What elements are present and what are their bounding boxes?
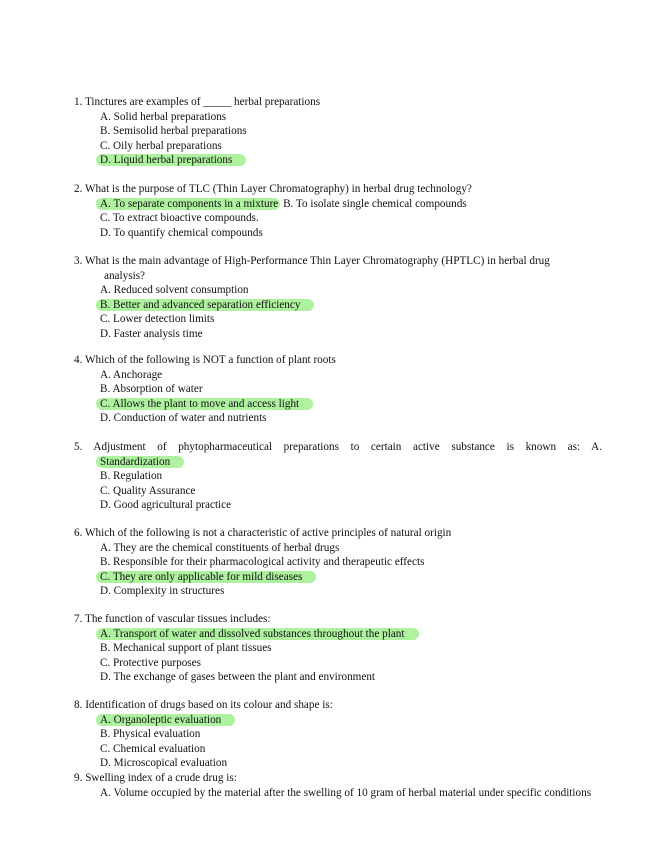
highlighted-answer: A. Organoleptic evaluation <box>96 714 235 726</box>
option-c: C. Protective purposes <box>100 656 201 669</box>
option-b: B. Responsible for their pharmacological activity and therapeutic effects <box>100 556 425 569</box>
option-d: D. The exchange of gases between the plant and environment <box>100 671 376 684</box>
option-c: C. To extract bioactive compounds. <box>100 212 259 225</box>
option-a-b-line <box>74 197 602 212</box>
question-stem: 1. Tinctures are examples of _____ herbal preparations <box>74 96 321 108</box>
option-a: A. Volume occupied by the material after the swelling of 10 gram of herbal material under specific conditions <box>100 786 592 799</box>
option-d: D. Microscopical evaluation <box>100 757 228 770</box>
question-stem: 5. Adjustment of phytopharmaceutical preparations to certain active substance is known as: A. <box>74 441 602 453</box>
option-b: B. Absorption of water <box>100 383 203 396</box>
question-stem: 7. The function of vascular tissues includes: <box>74 613 271 625</box>
option-c: C. Chemical evaluation <box>100 742 206 755</box>
option-a <box>74 713 602 728</box>
option-d <box>74 153 602 168</box>
question-3 <box>74 254 602 342</box>
option-b: B. To isolate single chemical compounds <box>283 197 467 210</box>
question-stem: 6. Which of the following is not a characteristic of active principles of natural origin <box>74 527 452 539</box>
option-d: D. To quantify chemical compounds <box>100 226 263 239</box>
question-stem: 8. Identification of drugs based on its colour and shape is: <box>74 699 333 711</box>
question-stem-continued: analysis? <box>104 269 146 282</box>
option-d: D. Complexity in structures <box>100 585 225 598</box>
question-1 <box>74 95 602 168</box>
question-2 <box>74 182 602 240</box>
highlighted-answer: A. Transport of water and dissolved substances throughout the plant <box>96 628 419 640</box>
option-d: D. Faster analysis time <box>100 327 203 340</box>
option-c: C. Quality Assurance <box>100 484 196 497</box>
question-stem: 3. What is the main advantage of High-Performance Thin Layer Chromatography (HPTLC) in herbal drug <box>74 255 550 267</box>
question-5 <box>74 440 602 513</box>
question-7 <box>74 612 602 685</box>
option-a: A. Reduced solvent consumption <box>100 284 249 297</box>
option-a: A. They are the chemical constituents of herbal drugs <box>100 541 340 554</box>
option-c: C. Oily herbal preparations <box>100 139 222 152</box>
highlighted-answer: C. Allows the plant to move and access light <box>96 398 313 410</box>
option-a: A. Solid herbal preparations <box>100 110 227 123</box>
option-b: B. Semisolid herbal preparations <box>100 125 247 138</box>
question-6 <box>74 526 602 599</box>
option-c <box>74 397 602 412</box>
question-4 <box>74 353 602 426</box>
option-a <box>74 627 602 642</box>
question-8 <box>74 698 602 771</box>
option-d: D. Conduction of water and nutrients <box>100 412 267 425</box>
option-c <box>74 570 602 585</box>
option-a-continued <box>74 455 602 470</box>
option-d: D. Good agricultural practice <box>100 499 232 512</box>
question-stem: 9. Swelling index of a crude drug is: <box>74 772 237 784</box>
question-stem: 2. What is the purpose of TLC (Thin Layer Chromatography) in herbal drug technology? <box>74 183 472 195</box>
option-b: B. Physical evaluation <box>100 728 201 741</box>
highlighted-answer: A. To separate components in a mixture <box>96 198 280 210</box>
question-stem: 4. Which of the following is NOT a function of plant roots <box>74 354 336 366</box>
highlighted-answer: C. They are only applicable for mild diseases <box>96 571 316 583</box>
option-b: B. Mechanical support of plant tissues <box>100 642 272 655</box>
question-9 <box>74 771 602 800</box>
highlighted-answer: B. Better and advanced separation efficiency <box>96 299 314 311</box>
highlighted-answer: Standardization <box>96 456 184 468</box>
option-b <box>74 298 602 313</box>
option-b: B. Regulation <box>100 470 163 483</box>
option-a: A. Anchorage <box>100 368 163 381</box>
highlighted-answer: D. Liquid herbal preparations <box>96 154 246 166</box>
option-c: C. Lower detection limits <box>100 313 215 326</box>
